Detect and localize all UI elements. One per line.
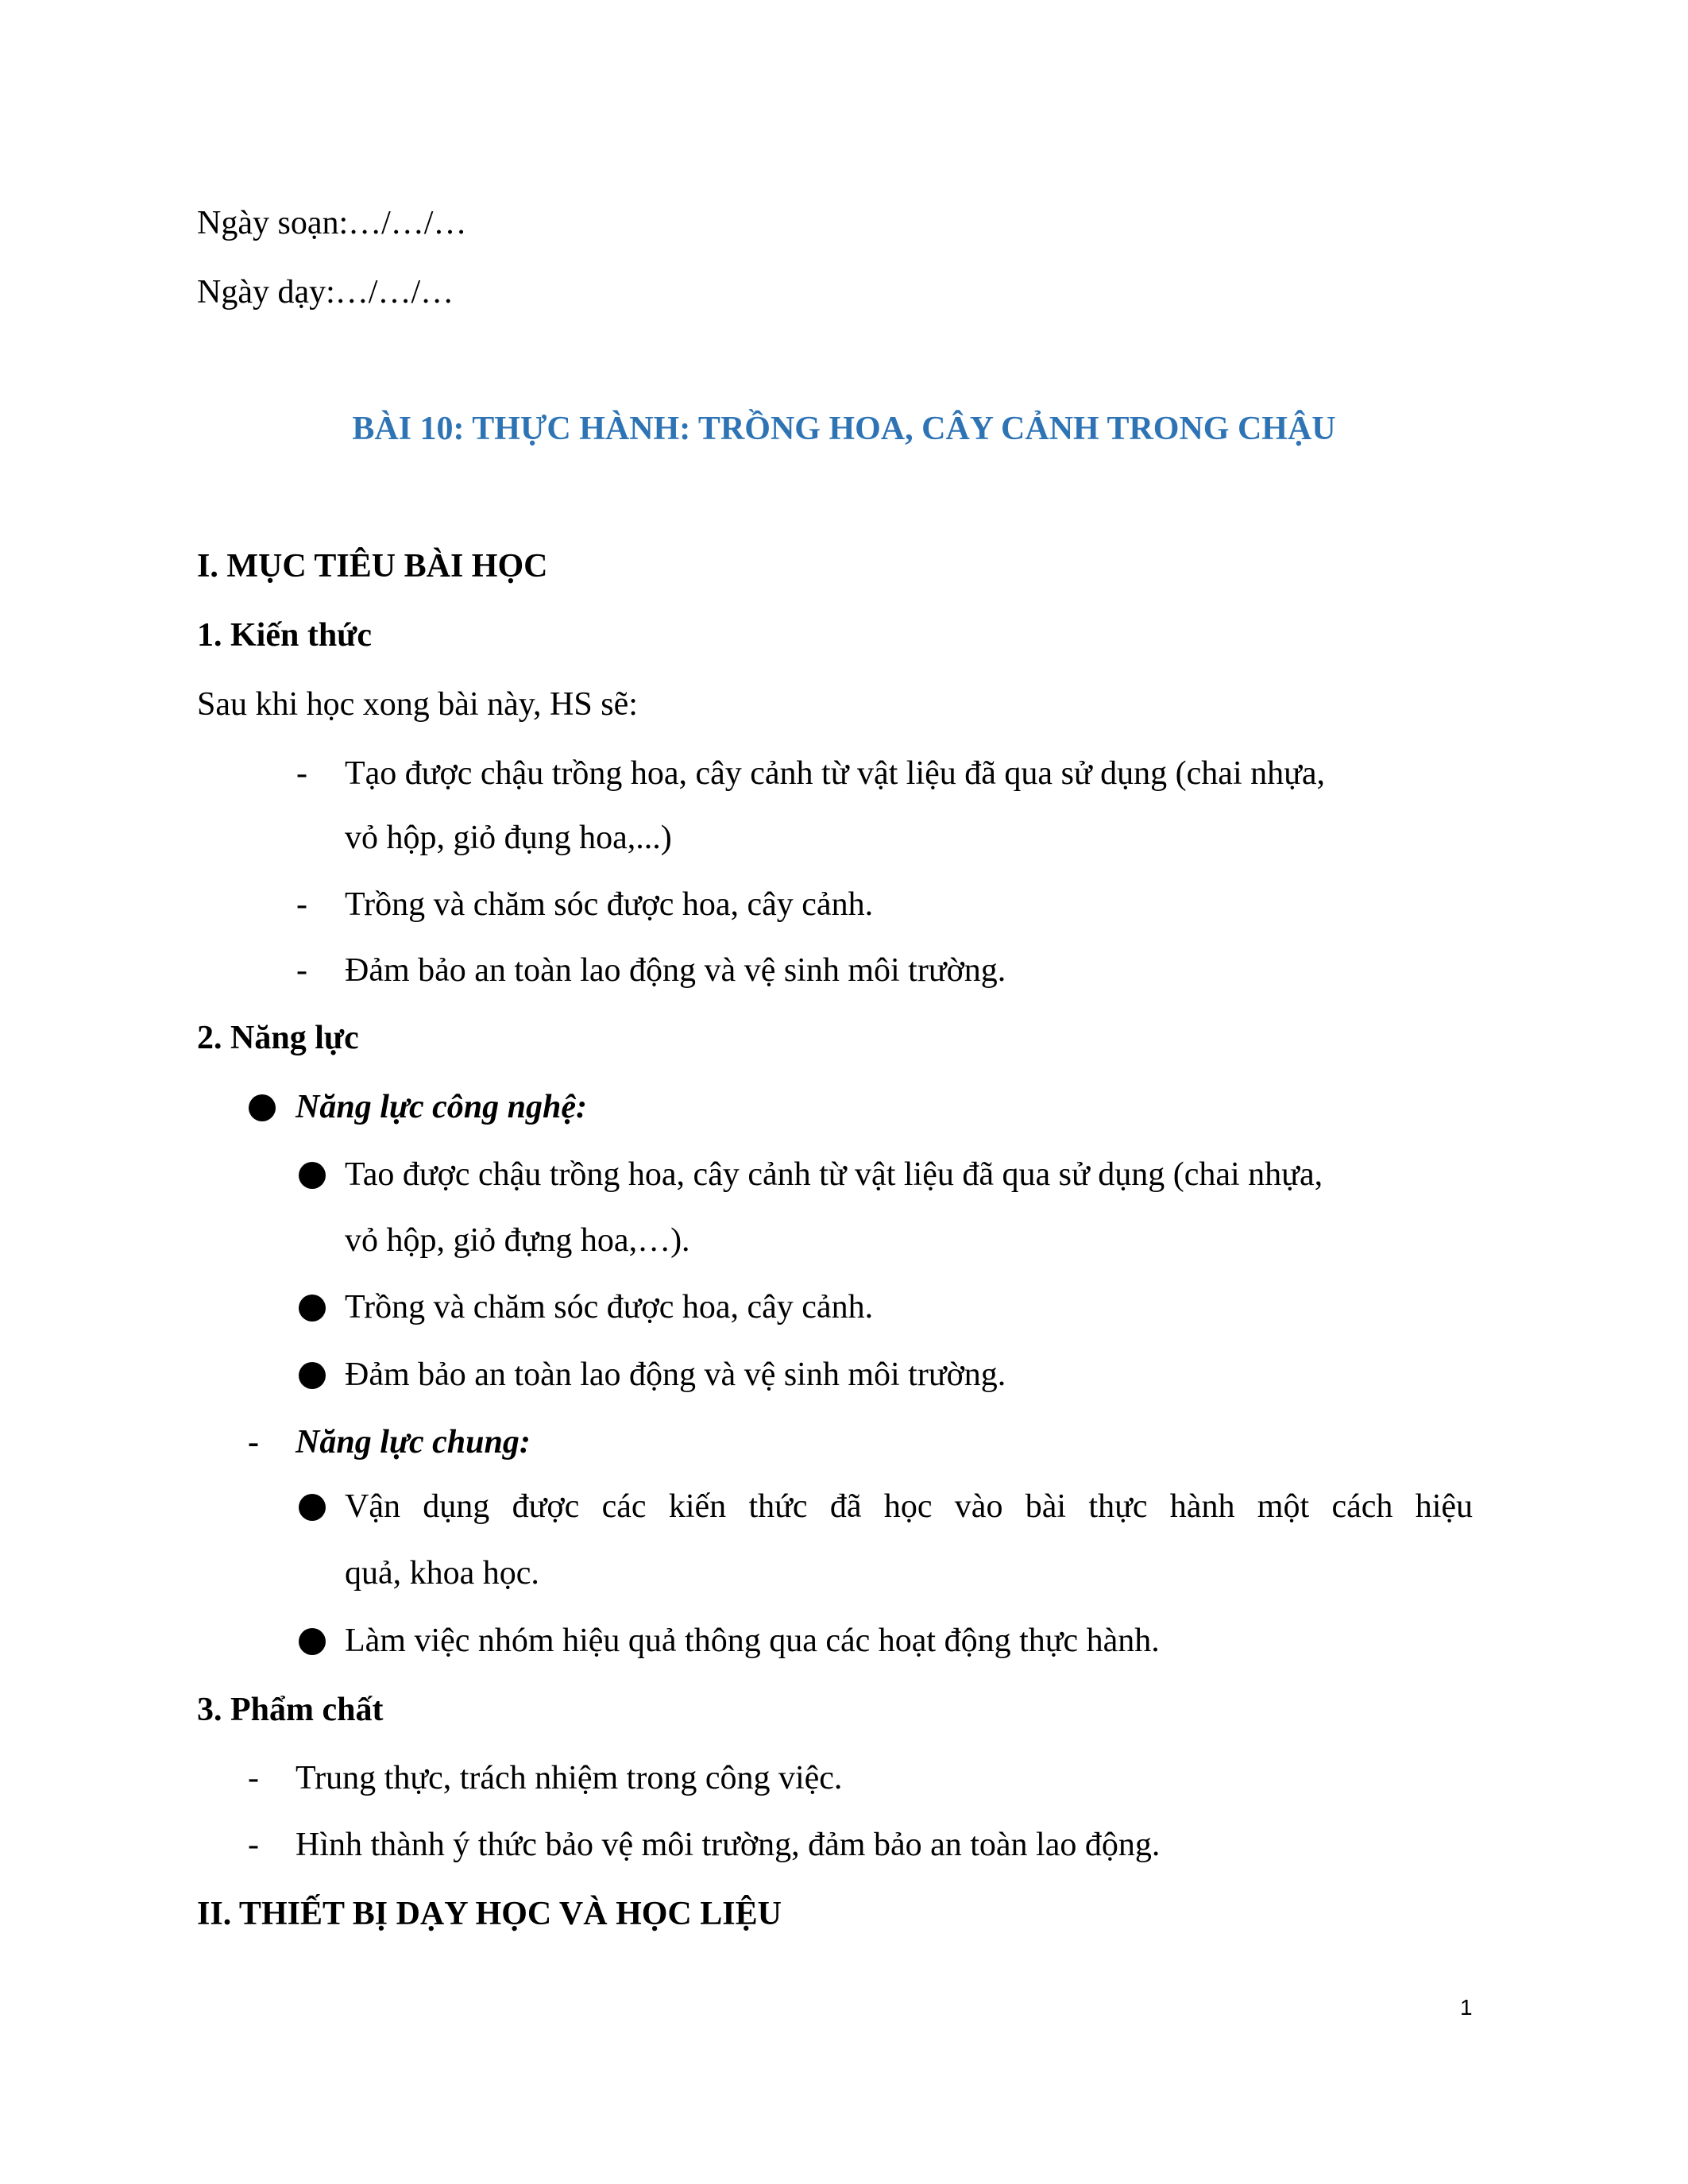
knowledge-item: Tạo được chậu trồng hoa, cây cảnh từ vật liệu đã qua sử dụng (chai nhựa, (345, 755, 1326, 792)
bullet-icon (299, 1295, 326, 1322)
knowledge-item-cont: vỏ hộp, giỏ đụng hoa,...) (345, 820, 672, 856)
tech-item: Trồng và chăm sóc được hoa, cây cảnh. (345, 1289, 874, 1325)
knowledge-intro: Sau khi học xong bài này, HS sẽ: (197, 686, 638, 723)
tech-item: Tao được chậu trồng hoa, cây cảnh từ vật liệu đã qua sử dụng (chai nhựa, (345, 1156, 1323, 1193)
section-1-heading: I. MỤC TIÊU BÀI HỌC (197, 548, 548, 585)
tech-item-cont: vỏ hộp, giỏ đựng hoa,…). (345, 1222, 690, 1259)
quality-item: Hình thành ý thức bảo vệ môi trường, đảm bảo an toàn lao động. (295, 1827, 1161, 1863)
section-2-heading: II. THIẾT BỊ DẠY HỌC VÀ HỌC LIỆU (197, 1896, 782, 1932)
general-item-cont: quả, khoa học. (345, 1555, 539, 1592)
dash-marker: - (296, 952, 307, 989)
date-taught: Ngày dạy:…/…/… (197, 274, 454, 311)
dash-marker: - (296, 755, 307, 792)
bullet-icon (249, 1094, 276, 1121)
qualities-heading: 3. Phẩm chất (197, 1692, 384, 1728)
general-item: Làm việc nhóm hiệu quả thông qua các hoạt động thực hành. (345, 1623, 1160, 1659)
bullet-icon (299, 1494, 326, 1521)
bullet-icon (299, 1628, 326, 1655)
general-competence-label: Năng lực chung: (295, 1424, 531, 1461)
page-number: 1 (1460, 1995, 1473, 2020)
tech-competence-label: Năng lực công nghệ: (295, 1089, 588, 1125)
bullet-icon (299, 1362, 326, 1389)
dash-marker: - (248, 1827, 259, 1863)
dash-marker: - (248, 1424, 259, 1461)
dash-marker: - (296, 886, 307, 923)
knowledge-item: Trồng và chăm sóc được hoa, cây cảnh. (345, 886, 874, 923)
dash-marker: - (248, 1760, 259, 1796)
quality-item: Trung thực, trách nhiệm trong công việc. (295, 1760, 843, 1796)
tech-item: Đảm bảo an toàn lao động và vệ sinh môi trường. (345, 1356, 1006, 1393)
competence-heading: 2. Năng lực (197, 1020, 359, 1056)
knowledge-item: Đảm bảo an toàn lao động và vệ sinh môi trường. (345, 952, 1006, 989)
date-prepared: Ngày soạn:…/…/… (197, 205, 467, 241)
bullet-icon (299, 1162, 326, 1189)
general-item: Vận dụng được các kiến thức đã học vào bài thực hành một cách hiệu (345, 1488, 1473, 1525)
knowledge-heading: 1. Kiến thức (197, 617, 373, 654)
lesson-title: BÀI 10: THỰC HÀNH: TRỒNG HOA, CÂY CẢNH TRONG CHẬU (352, 411, 1336, 447)
